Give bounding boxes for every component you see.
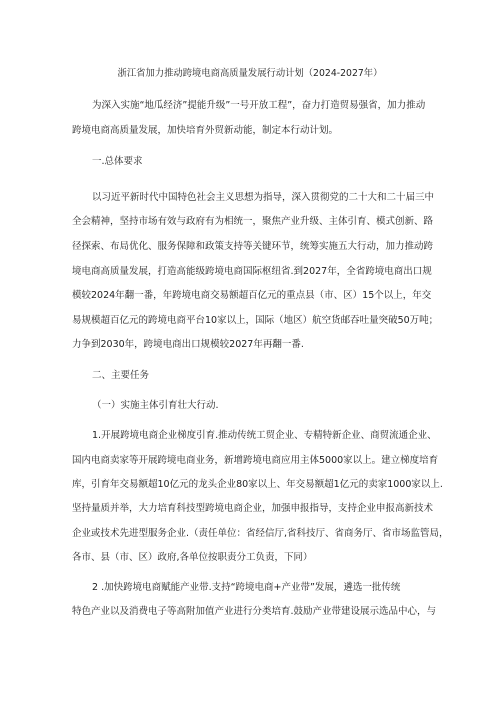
text-line: 以习近平新时代中国特色社会主义思想为指导，深入贯彻党的二十大和二十届三中 xyxy=(92,192,435,203)
text-line: 国内电商卖家等开展跨境电商业务，新增跨境电商应用主体5000家以上。建立梯度培育 xyxy=(72,455,439,466)
text-line: 为深入实施“地瓜经济”提能升级”一号开放工程”，奋力打造贸易强省，加力推动 xyxy=(92,100,426,111)
text-line: 坚持量质并举，大力培育科技型跨境电商企业，加强申报指导，支持企业申报高新技术 xyxy=(72,503,434,514)
text-line: 库，引育年交易额超10亿元的龙头企业80家以上、年交易额超1亿元的卖家1000家以上. xyxy=(72,479,443,490)
text-line: 易规模超百亿元的跨境电商平台10家以上，国际（地区）航空货邮吞吐量突破50万吨； xyxy=(72,315,439,326)
text-line: 1.开展跨境电商企业梯度引育.推动传统工贸企业、专精特新企业、商贸流通企业、 xyxy=(92,430,437,441)
text-line: 企业或技术先进型服务企业.（责任单位：省经信厅,省科技厅、省商务厅、省市场监管局， xyxy=(72,528,449,539)
text-line: 力争到2030年，跨境电商出口规模较2027年再翻一番. xyxy=(72,339,304,350)
subsection-heading: （一）实施主体引育壮大行动. xyxy=(92,400,219,411)
text-line: 全会精神，坚持市场有效与政府有为相统一，聚焦产业升级、主体引育、模式创新、路 xyxy=(72,216,434,227)
text-line: 径探索、布局优化、服务保障和政策支持等关键环节，统筹实施五大行动，加力推动跨 xyxy=(72,241,434,252)
text-line: 2 .加快跨境电商赋能产业带.支持“跨境电商+产业带”发展，遴选一批传统 xyxy=(92,582,401,593)
text-line: 各市、县（市、区）政府,各单位按职责分工负责，下同） xyxy=(72,552,313,563)
text-line: 特色产业以及消费电子等高附加值产业进行分类培育.鼓励产业带建设展示选品中心，与 xyxy=(72,606,437,617)
section-heading: 一.总体要求 xyxy=(92,156,143,167)
text-line: 跨境电商高质量发展，加快培育外贸新动能，制定本行动计划。 xyxy=(72,125,339,136)
document-title: 浙江省加力推动跨境电商高质量发展行动计划（2024-2027年） xyxy=(117,68,383,79)
text-line: 模较2024年翻一番，年跨境电商交易额超百亿元的重点县（市、区）15个以上，年交 xyxy=(72,290,432,301)
text-line: 境电商高质量发展，打造高能级跨境电商国际枢纽省.到2027年，全省跨境电商出口规 xyxy=(72,266,432,277)
section-heading: 二、主要任务 xyxy=(92,370,150,381)
